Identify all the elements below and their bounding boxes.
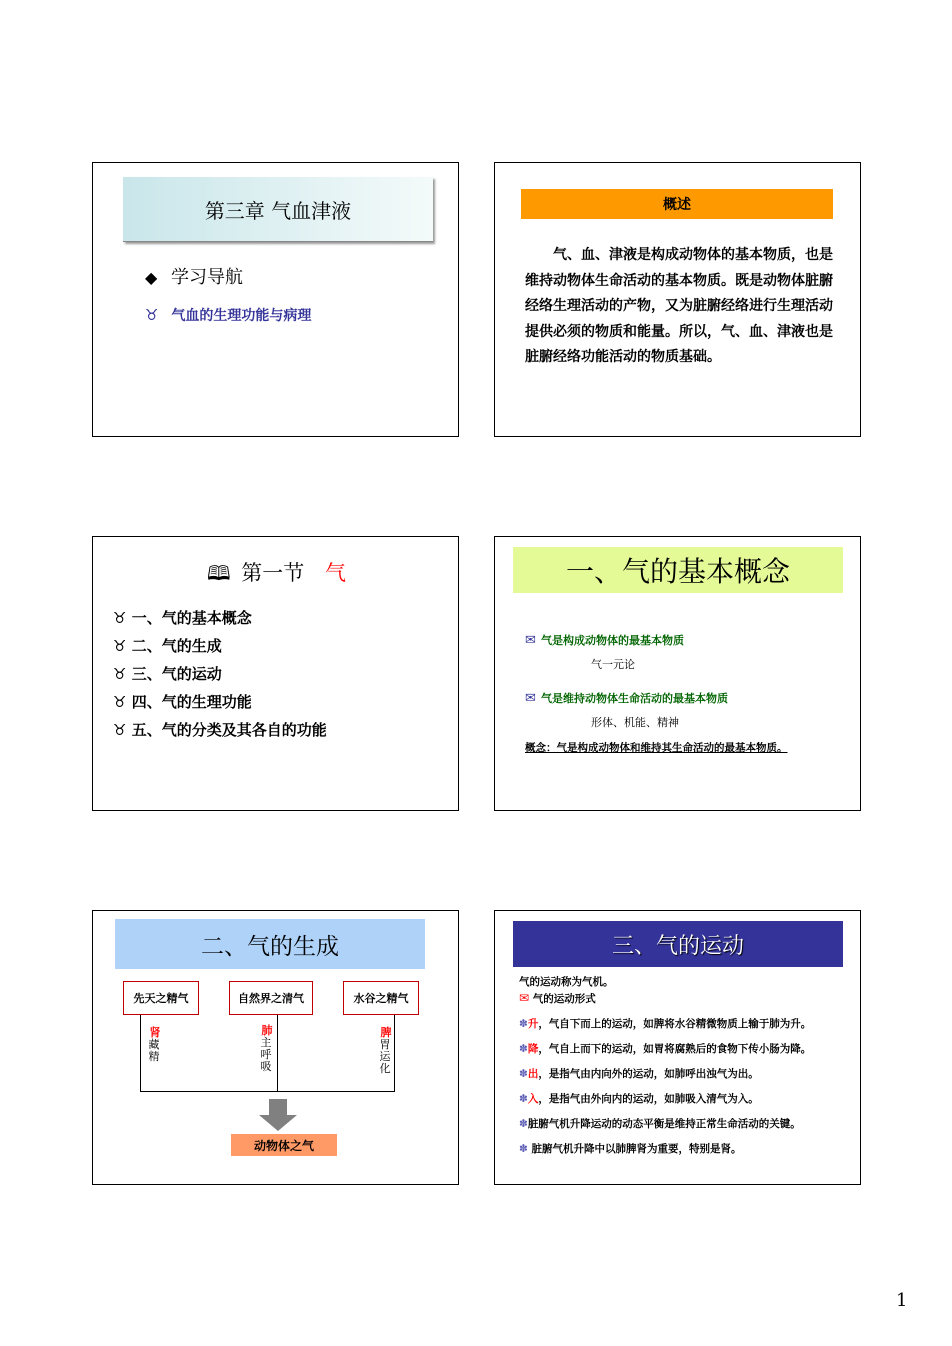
slide-4-title-bar: 一、气的基本概念 — [513, 547, 843, 593]
connector-line — [140, 1015, 141, 1091]
taurus-bullet-icon: ♉ — [113, 721, 127, 739]
source-box-food: 水谷之精气 — [343, 981, 419, 1015]
page-number: 1 — [896, 1290, 908, 1311]
connector-line — [394, 1015, 395, 1091]
taurus-bullet-icon: ♉ — [113, 609, 127, 627]
taurus-bullet-icon: ♉ — [113, 637, 127, 655]
connector-line — [277, 1015, 278, 1091]
spleen-label: 脾 胃运化 — [379, 1026, 392, 1075]
slide-3-title: 🕮 第一节 气 — [207, 561, 346, 585]
slide-6-forms: ✉ 气的运动形式 — [519, 991, 596, 1005]
down-arrow-icon — [259, 1099, 297, 1131]
slide-4-concept: 概念：气是构成动物体和维持其生命活动的最基本物质。 — [525, 742, 788, 754]
source-box-innate: 先天之精气 — [123, 981, 199, 1015]
diamond-bullet-icon: ◆ — [145, 268, 158, 287]
taurus-bullet-icon: ♉ — [145, 306, 159, 324]
slide-6-line-5: ✽脏腑气机升降运动的动态平衡是维持正常生命活动的关键。 — [519, 1118, 801, 1130]
slide-6-line-4: ✽入，是指气由外向内的运动，如肺吸入清气为入。 — [519, 1093, 759, 1105]
source-box-air: 自然界之清气 — [229, 981, 313, 1015]
envelope-icon: ✉ — [525, 691, 536, 706]
flower-bullet-icon: ✽ — [519, 1018, 528, 1030]
slide-6-line-3: ✽出，是指气由内向外的运动，如肺呼出浊气为出。 — [519, 1068, 759, 1080]
slide-1-title-text: 第三章 气血津液 — [204, 198, 352, 223]
slide-3-item: ♉ 三、气的运动 — [113, 665, 222, 683]
envelope-icon: ✉ — [525, 633, 536, 648]
slide-1 — [92, 162, 459, 437]
slide-3 — [92, 536, 459, 811]
result-box: 动物体之气 — [231, 1134, 337, 1156]
flower-bullet-icon: ✽ — [519, 1143, 528, 1155]
slide-1-item-1: ◆ 学习导航 — [145, 267, 244, 288]
slide-4-sub-2: 形体、机能、精神 — [591, 716, 679, 729]
slide-6-line-2: ✽降，气自上而下的运动，如胃将腐熟后的食物下传小肠为降。 — [519, 1043, 812, 1055]
slide-2-body: 气、血、津液是构成动物体的基本物质，也是维持动物体生命活动的基本物质。既是动物体脏腑经络生理活动的产物，又为脏腑经络进行生理活动提供必须的物质和能量。所以，气、血、津液也是脏腑经络功能活动的物质基础。 — [525, 247, 833, 366]
slide-2 — [494, 162, 861, 437]
slide-6-line-6: ✽ 脏腑气机升降中以肺脾肾为重要，特别是肾。 — [519, 1143, 742, 1155]
slide-6-title-bar: 三、气的运动 — [513, 921, 843, 967]
slide-3-item: ♉ 四、气的生理功能 — [113, 693, 252, 711]
taurus-bullet-icon: ♉ — [113, 665, 127, 683]
kidney-label: 肾 藏精 — [148, 1026, 161, 1063]
slide-2-title-bar: 概述 — [521, 189, 833, 219]
flower-bullet-icon: ✽ — [519, 1118, 528, 1130]
slide-1-title — [123, 177, 433, 242]
slide-3-item: ♉ 五、气的分类及其各自的功能 — [113, 721, 327, 739]
taurus-bullet-icon: ♉ — [113, 693, 127, 711]
slide-4-point-1: ✉ 气是构成动物体的最基本物质 — [525, 633, 684, 648]
slide-5 — [92, 910, 459, 1185]
slide-6-line-1: ✽升，气自下而上的运动，如脾将水谷精微物质上输于肺为升。 — [519, 1018, 812, 1030]
slide-4-sub-1: 气一元论 — [591, 658, 635, 671]
flower-bullet-icon: ✽ — [519, 1068, 528, 1080]
slide-4-point-2: ✉ 气是维持动物体生命活动的最基本物质 — [525, 691, 728, 706]
slide-5-title-bar: 二、气的生成 — [115, 919, 425, 969]
slide-6 — [494, 910, 861, 1185]
lung-label: 肺 主呼吸 — [260, 1024, 273, 1073]
slide-4 — [494, 536, 861, 811]
slide-3-item: ♉ 二、气的生成 — [113, 637, 222, 655]
book-icon: 🕮 — [207, 561, 231, 585]
envelope-icon: ✉ — [519, 991, 530, 1005]
flower-bullet-icon: ✽ — [519, 1093, 528, 1105]
slide-6-intro: 气的运动称为气机。 — [519, 976, 614, 988]
slide-1-item-2: ♉ 气血的生理功能与病理 — [145, 306, 312, 324]
slide-3-item: ♉ 一、气的基本概念 — [113, 609, 252, 627]
connector-line — [140, 1091, 395, 1092]
flower-bullet-icon: ✽ — [519, 1043, 528, 1055]
